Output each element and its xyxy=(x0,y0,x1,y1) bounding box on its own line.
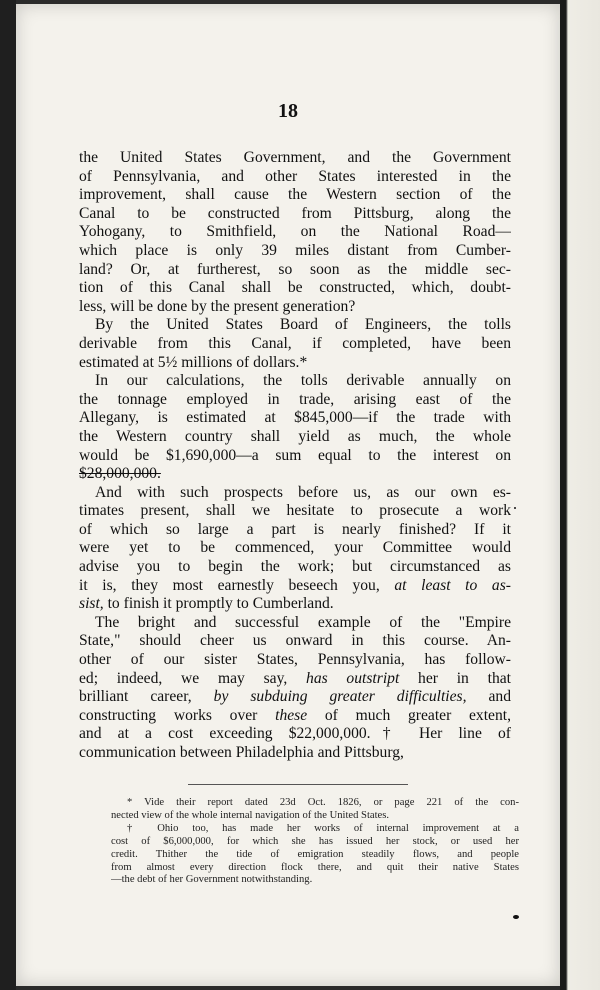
text-line: constructing works over these of much greater extent, xyxy=(79,706,511,724)
text-line: sist, to finish it promptly to Cumberland. xyxy=(79,595,334,613)
footnote xyxy=(111,797,519,823)
paragraph xyxy=(79,372,511,484)
footnote-line: cost of $6,000,000, for which she has issued her stock, or used her xyxy=(111,835,519,847)
text-line: The bright and successful example of the "Empire xyxy=(95,613,511,631)
footnote-line: nected view of the whole internal navigation of the United States. xyxy=(111,809,390,821)
text-line: timates present, shall we hesitate to prosecute a work xyxy=(79,502,511,520)
text-line: derivable from this Canal, if completed, have been xyxy=(79,334,511,352)
text-line: And with such prospects before us, as our own es- xyxy=(95,483,511,501)
text-line: tion of this Canal shall be constructed, which, doubt- xyxy=(79,279,511,297)
footnote xyxy=(111,823,519,888)
paragraph xyxy=(79,614,511,763)
text-line: which place is only 39 miles distant from Cumber- xyxy=(79,241,511,259)
text-line: estimated at 5½ millions of dollars.* xyxy=(79,353,308,371)
text-line: $28,000,000. xyxy=(79,465,161,483)
book-page xyxy=(16,4,560,986)
paragraph xyxy=(79,149,511,316)
footnotes xyxy=(111,797,519,887)
text-line: In our calculations, the tolls derivable annually on xyxy=(95,372,511,390)
text-line: land? Or, at furtherest, so soon as the middle sec- xyxy=(79,260,511,278)
text-line: less, will be done by the present generation? xyxy=(79,297,356,315)
text-line: ed; indeed, we may say, has outstript her in that xyxy=(79,669,511,687)
text-line: State," should cheer us onward in this course. An- xyxy=(79,632,511,650)
text-line: By the United States Board of Engineers, the tolls xyxy=(95,316,511,334)
facing-page-edge xyxy=(560,0,600,990)
footnote-line: credit. Thither the tide of emigration steadily flows, and people xyxy=(111,848,519,860)
text-line: the Western country shall yield as much, the whole xyxy=(79,427,511,445)
footnote-rule xyxy=(188,784,408,785)
text-line: communication between Philadelphia and Pittsburg, xyxy=(79,744,404,761)
footnote-line: * Vide their report dated 23d Oct. 1826, or page 221 of the con- xyxy=(127,797,519,808)
footnote-line: —the debt of her Government notwithstanding. xyxy=(111,874,313,886)
text-line: the tonnage employed in trade, arising east of the xyxy=(79,390,511,408)
paragraph xyxy=(79,484,511,614)
text-line: of Pennsylvania, and other States interested in the xyxy=(79,167,511,185)
body-text xyxy=(79,149,511,763)
text-line: advise you to begin the work; but circumstanced as xyxy=(79,558,511,576)
ink-speck xyxy=(514,507,516,509)
scan-left-edge xyxy=(0,0,16,990)
text-line: Canal to be constructed from Pittsburg, along the xyxy=(79,204,511,222)
footnote-line: † Ohio too, has made her works of internal improvement at a xyxy=(127,822,519,834)
text-line: other of our sister States, Pennsylvania, has follow- xyxy=(79,651,511,669)
text-line: would be $1,690,000—a sum equal to the interest on xyxy=(79,446,511,464)
page-number: 18 xyxy=(278,100,298,122)
text-line: of which so large a part is nearly finished? If it xyxy=(79,520,511,538)
text-line: improvement, shall cause the Western section of the xyxy=(79,186,511,204)
footnote-line: from almost every direction flock there, and quit their native States xyxy=(111,861,519,873)
paragraph xyxy=(79,316,511,372)
text-line: and at a cost exceeding $22,000,000.† Her line of xyxy=(79,725,511,743)
text-line: Yohogany, to Smithfield, on the National Road— xyxy=(79,223,511,241)
text-line: Allegany, is estimated at $845,000—if the trade with xyxy=(79,409,511,427)
ink-speck xyxy=(513,915,519,919)
text-line: it is, they most earnestly beseech you, at least to as- xyxy=(79,576,511,594)
text-line: brilliant career, by subduing greater difficulties, and xyxy=(79,688,511,706)
text-line: were yet to be commenced, your Committee would xyxy=(79,539,511,557)
text-line: the United States Government, and the Government xyxy=(79,149,511,166)
